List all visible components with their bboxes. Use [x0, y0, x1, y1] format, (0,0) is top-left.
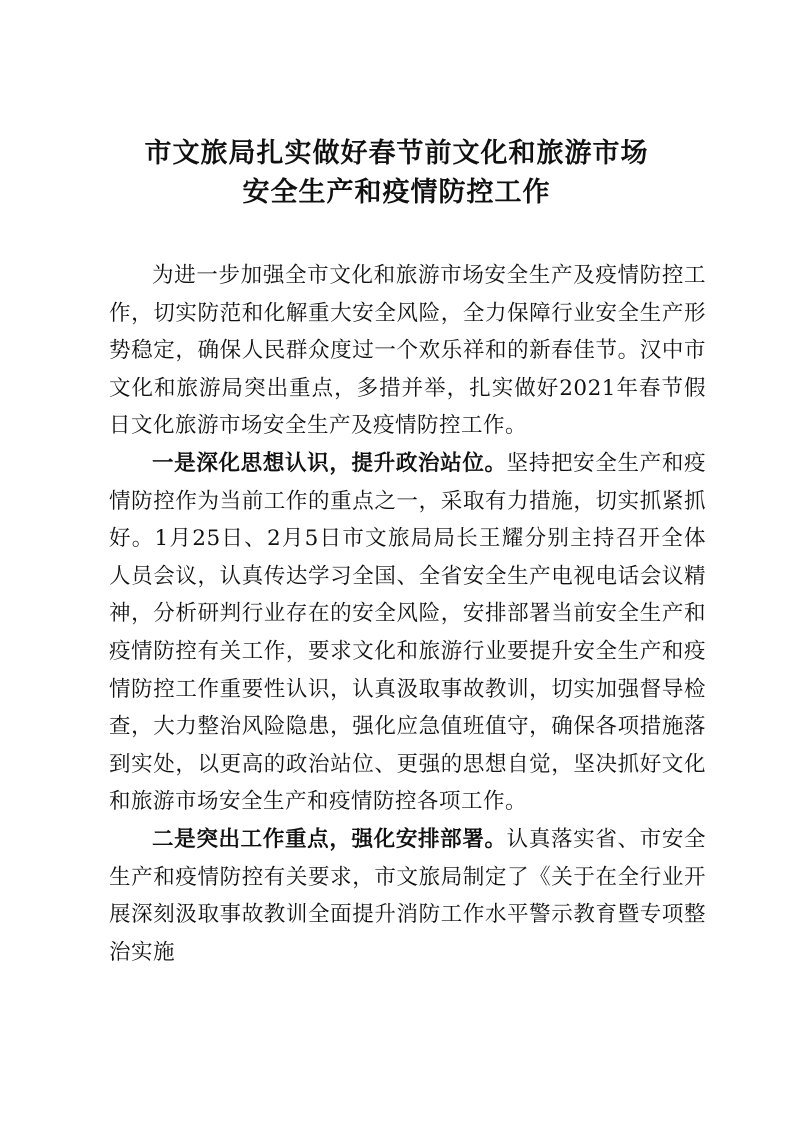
paragraph-point-1-text: 坚持把安全生产和疫情防控作为当前工作的重点之一，采取有力措施，切实抓紧抓好。1月25日、2月5日市文旅局局长王耀分别主持召开全体人员会议，认真传达学习全国、全省安全生产电视电话会议精神，分析研判行业存在的安全风险，安排部署当前安全生产和疫情防控有关工作，要求文化和旅游行业要提升安全生产和疫情防控工作重要性认识，认真汲取事故教训，切实加强督导检查，大力整治风险隐患，强化应急值班值守，确保各项措施落到实处，以更高的政治站位、更强的思想自觉，坚决抓好文化和旅游市场安全生产和疫情防控各项工作。	[109, 450, 706, 815]
paragraph-intro	[109, 257, 706, 445]
document-body	[109, 257, 706, 971]
paragraph-point-1-lead: 一是深化思想认识，提升政治站位。	[152, 450, 507, 476]
paragraph-point-2	[109, 821, 706, 971]
paragraph-point-2-lead: 二是突出工作重点，强化安排部署。	[152, 826, 507, 852]
document-title-line-2: 安全生产和疫情防控工作	[242, 177, 551, 208]
document-title-line-1: 市文旅局扎实做好春节前文化和旅游市场	[144, 138, 649, 169]
paragraph-point-2-text: 认真落实省、市安全生产和疫情防控有关要求，市文旅局制定了《关于在全行业开展深刻汲取事故教训全面提升消防工作水平警示教育暨专项整治实施	[109, 826, 706, 965]
paragraph-intro-text: 为进一步加强全市文化和旅游市场安全生产及疫情防控工作，切实防范和化解重大安全风险，全力保障行业安全生产形势稳定，确保人民群众度过一个欢乐祥和的新春佳节。汉中市文化和旅游局突出重点，多措并举，扎实做好2021年春节假日文化旅游市场安全生产及疫情防控工作。	[109, 263, 706, 439]
paragraph-point-1	[109, 445, 706, 821]
